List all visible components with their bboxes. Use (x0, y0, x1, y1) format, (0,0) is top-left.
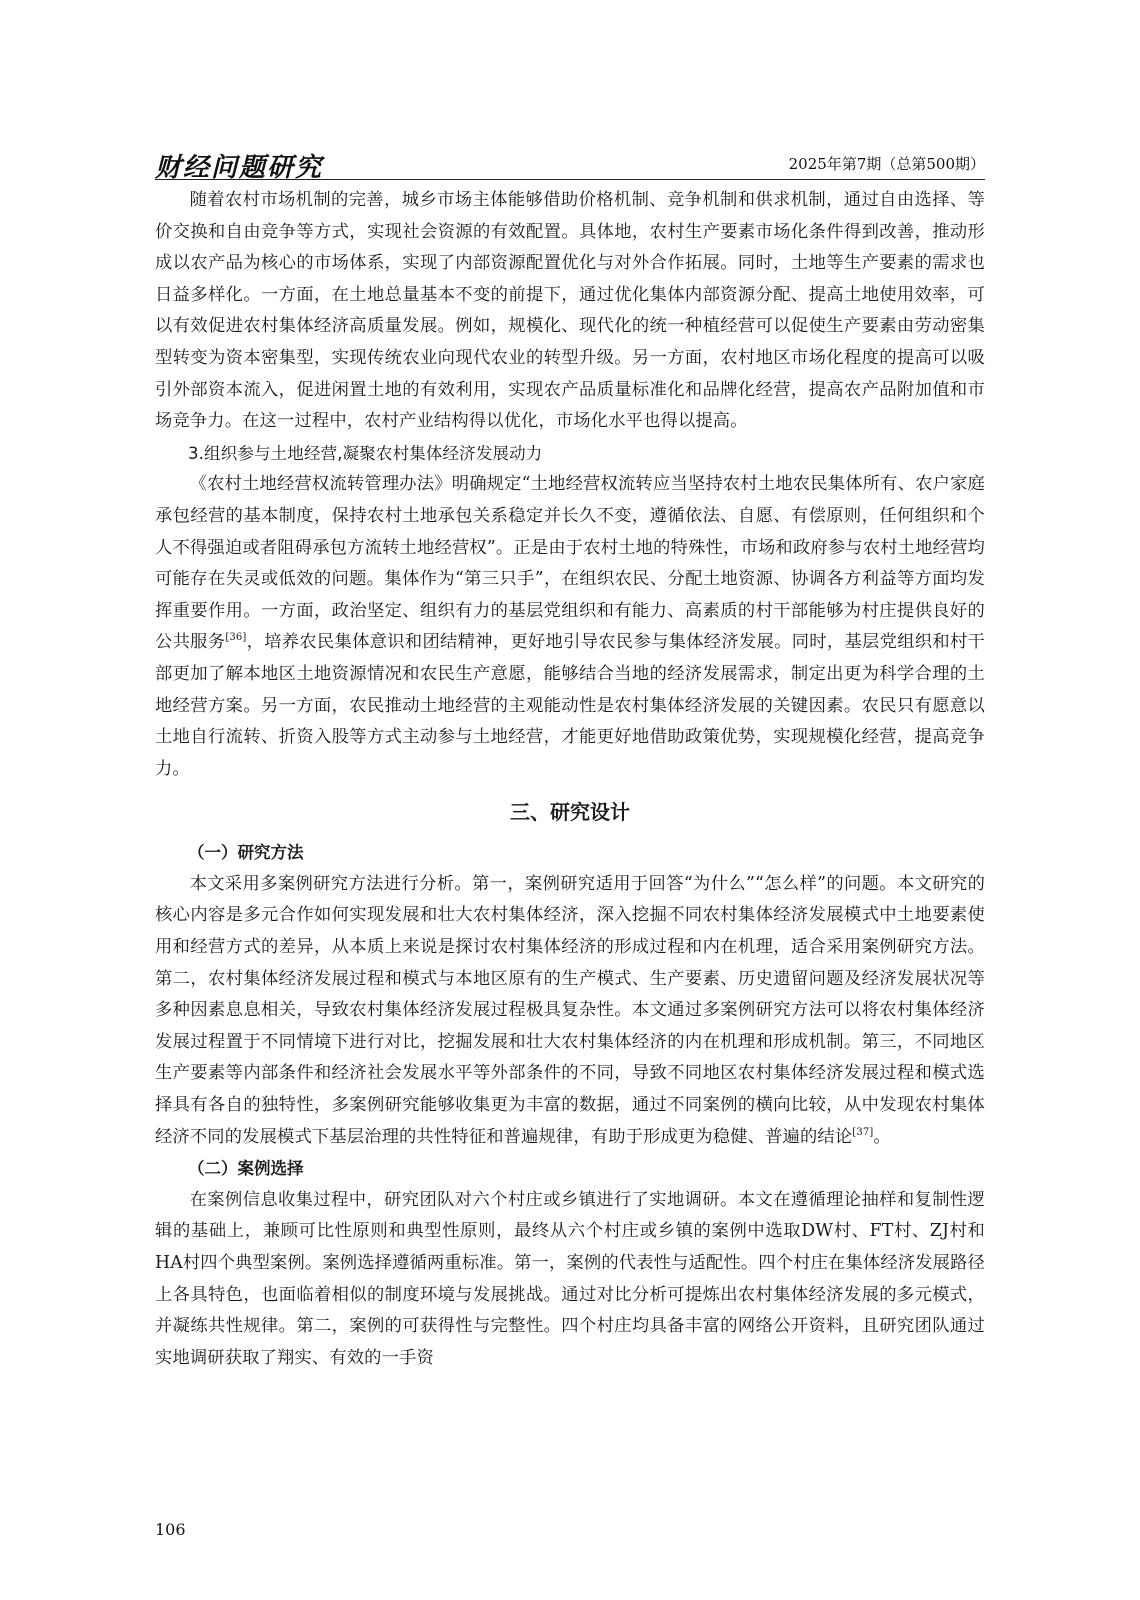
journal-logo: 财经问题研究 (155, 153, 324, 183)
subheading-organization: 3.组织参与土地经营,凝聚农村集体经济发展动力 (188, 443, 543, 463)
issue-info: 2025年第7期（总第500期） (788, 155, 985, 173)
paragraph-text: ，培养农民集体意识和团结精神，更好地引导农民参与集体经济发展。同时，基层党组织和村干部更加了解本地区土地资源情况和农民生产意愿，能够结合当地的经济发展需求，制定出更为科学合理的土地经营方案。另一方面，农民推动土地经营的主观能动性是农村集体经济发展的关键因素。农民只有愿意以土地自行流转、折资入股等方式主动参与土地经营，才能更好地借助政策优势，实现规模化经营，提高竞争力。 (155, 632, 985, 779)
paragraph-case-selection: 在案例信息收集过程中，研究团队对六个村庄或乡镇进行了实地调研。本文在遵循理论抽样和复制性逻辑的基础上，兼顾可比性原则和典型性原则，最终从六个村庄或乡镇的案例中选取DW村、FT村、ZJ村和HA村四个典型案例。案例选择遵循两重标准。第一，案例的代表性与适配性。四个村庄在集体经济发展路径上各具特色，也面临着相似的制度环境与发展挑战。通过对比分析可提炼出农村集体经济发展的多元模式，并凝练共性规律。第二，案例的可获得性与完整性。四个村庄均具备丰富的网络公开资料，且研究团队通过实地调研获取了翔实、有效的一手资 (155, 1189, 985, 1368)
paragraph-market-mechanism: 随着农村市场机制的完善，城乡市场主体能够借助价格机制、竞争机制和供求机制，通过自由选择、等价交换和自由竞争等方式，实现社会资源的有效配置。具体地，农村生产要素市场化条件得到改善，推动形成以农产品为核心的市场体系，实现了内部资源配置优化与对外合作拓展。同时，土地等生产要素的需求也日益多样化。一方面，在土地总量基本不变的前提下，通过优化集体内部资源分配、提高土地使用效率，可以有效促进农村集体经济高质量发展。例如，规模化、现代化的统一种植经营可以促使生产要素由劳动密集型转变为资本密集型，实现传统农业向现代农业的转型升级。另一方面，农村地区市场化程度的提高可以吸引外部资本流入，促进闲置土地的有效利用，实现农产品质量标准化和品牌化经营，提高农产品附加值和市场竞争力。在这一过程中，农村产业结构得以优化，市场化水平也得以提高。 (155, 190, 985, 432)
article-body (155, 185, 985, 1374)
paragraph-land-regulation (155, 469, 985, 785)
citation-36: [36] (225, 632, 247, 644)
page-header (155, 143, 985, 183)
paragraph-text: 《农村土地经营权流转管理办法》明确规定“土地经营权流转应当坚持农村土地农民集体所有、农户家庭承包经营的基本制度，保持农村土地承包关系稳定并长久不变，遵循依法、自愿、有偿原则，任何组织和个人不得强迫或者阻碍承包方流转土地经营权”。正是由于农村土地的特殊性，市场和政府参与农村土地经营均可能存在失灵或低效的问题。集体作为“第三只手”，在组织农民、分配土地资源、协调各方利益等方面均发挥重要作用。一方面，政治坚定、组织有力的基层党组织和有能力、高素质的村干部能够为村庄提供良好的公共服务 (155, 474, 985, 653)
subsection-research-method: （一）研究方法 (188, 843, 304, 863)
citation-37: [37] (852, 1126, 874, 1138)
paragraph-text: 本文采用多案例研究方法进行分析。第一，案例研究适用于回答“为什么”“怎么样”的问题。本文研究的核心内容是多元合作如何实现发展和壮大农村集体经济，深入挖掘不同农村集体经济发展模式中土地要素使用和经营方式的差异，从本质上来说是探讨农村集体经济的形成过程和内在机理，适合采用案例研究方法。第二，农村集体经济发展过程和模式与本地区原有的生产模式、生产要素、历史遗留问题及经济发展状况等多种因素息息相关，导致农村集体经济发展过程极具复杂性。本文通过多案例研究方法可以将农村集体经济发展过程置于不同情境下进行对比，挖掘发展和壮大农村集体经济的内在机理和形成机制。第三，不同地区生产要素等内部条件和经济社会发展水平等外部条件的不同，导致不同地区农村集体经济发展过程和模式选择具有各自的独特性，多案例研究能够收集更为丰富的数据，通过不同案例的横向比较，从中发现农村集体经济不同的发展模式下基层治理的共性特征和普遍规律，有助于形成更为稳健、普遍的结论 (155, 873, 985, 1147)
section-title-research-design: 三、研究设计 (510, 800, 630, 825)
page-number: 106 (155, 1520, 186, 1539)
paragraph-research-method (155, 869, 985, 1153)
subsection-case-selection: （二）案例选择 (188, 1159, 304, 1179)
paragraph-text: 。 (873, 1126, 891, 1147)
